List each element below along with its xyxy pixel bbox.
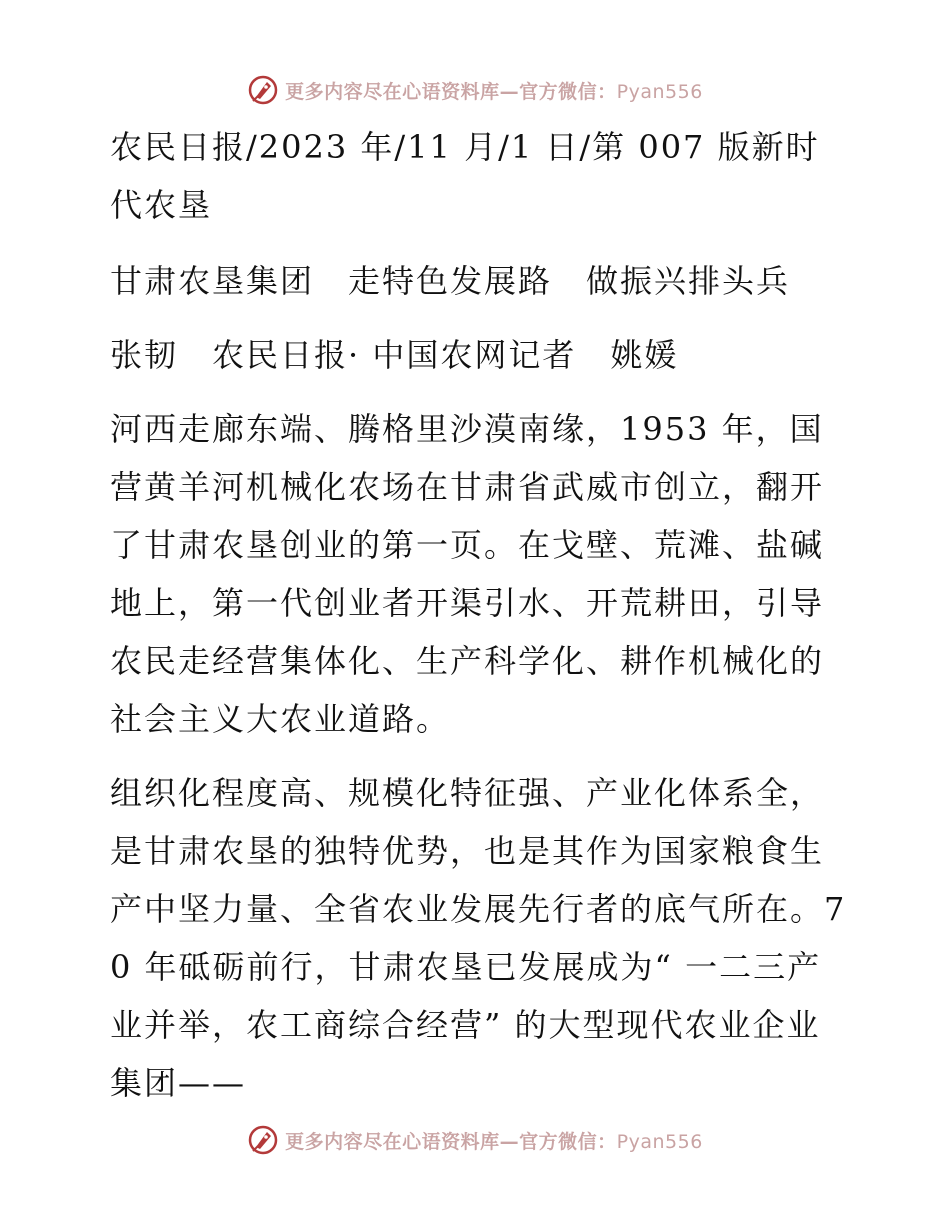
article-paragraph: 组织化程度高、规模化特征强、产业化体系全，是甘肃农垦的独特优势，也是其作为国家粮食生产中坚力量、全省农业发展先行者的底气所在。70 年砥砺前行，甘肃农垦已发展成为“ 一二三产业并举，农工商综合经营” 的大型现代农业企业集团—— (110, 774, 847, 1102)
watermark-text: 更多内容尽在心语资料库—官方微信：Pyan556 (285, 1130, 703, 1153)
article-paragraph: 河西走廊东端、腾格里沙漠南缘，1953 年，国营黄羊河机械化农场在甘肃省武威市创立，翻开了甘肃农垦创业的第一页。在戈壁、荒滩、盐碱地上，第一代创业者开渠引水、开荒耕田，引导农民走经营集体化、生产科学化、耕作机械化的社会主义大农业道路。 (110, 410, 825, 738)
article (98, 118, 850, 1128)
pen-nib-circle-icon (247, 1124, 279, 1156)
article-title: 甘肃农垦集团 走特色发展路 做振兴排头兵 (110, 262, 791, 300)
article-meta: 农民日报/2023 年/11 月/1 日/第 007 版新时代农垦 (110, 128, 820, 224)
watermark-text: 更多内容尽在心语资料库—官方微信：Pyan556 (285, 80, 703, 103)
watermark-header (0, 70, 950, 110)
article-byline: 张韧 农民日报· 中国农网记者 姚媛 (110, 336, 679, 374)
watermark-footer (0, 1120, 950, 1160)
pen-nib-circle-icon (247, 74, 279, 106)
